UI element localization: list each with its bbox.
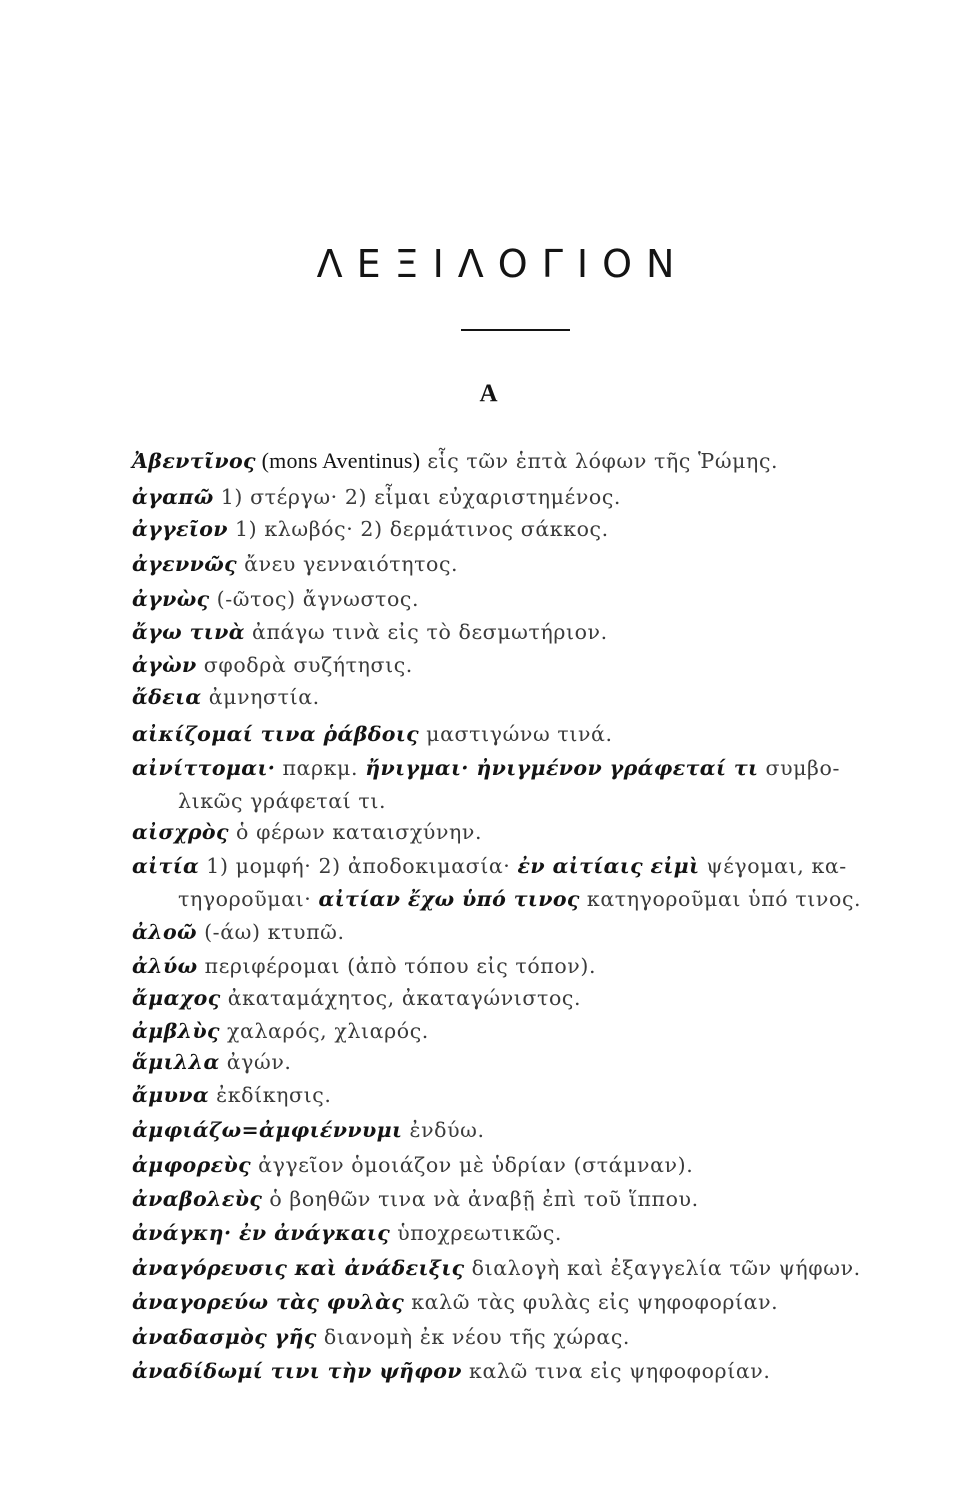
headword: ἄγω τινὰ xyxy=(132,620,245,644)
headword: ἀμβλὺς xyxy=(132,1019,220,1043)
definition: 1) μομφή· 2) ἀποδοκιμασία· xyxy=(199,854,518,878)
headword: ἀμφορεὺς xyxy=(132,1153,252,1177)
entry-continuation-line xyxy=(178,884,861,914)
definition: εἷς τῶν ἑπτὰ λόφων τῆς Ῥώμης. xyxy=(420,449,779,473)
definition: ἀγών. xyxy=(219,1050,292,1074)
glossary-entry xyxy=(132,1150,693,1180)
headword: ἀλοῶ xyxy=(132,920,197,944)
headword: ἀνάγκη· ἐν ἀνάγκαις xyxy=(132,1221,391,1245)
headword: ἀναγόρευσις καὶ ἀνάδειξις xyxy=(132,1256,465,1280)
latin-gloss: (mons Aventinus) xyxy=(255,448,421,473)
glossary-entry xyxy=(132,851,847,881)
definition: σφοδρὰ συζήτησις. xyxy=(196,653,413,677)
definition: συμβο- xyxy=(758,756,840,780)
glossary-entry xyxy=(132,584,419,614)
definition: ἐνδύω. xyxy=(402,1118,485,1142)
headword: ἀγαπῶ xyxy=(132,485,214,509)
glossary-entry xyxy=(132,549,458,579)
definition: ὁ βοηθῶν τινα νὰ ἀναβῇ ἐπὶ τοῦ ἵππου. xyxy=(262,1187,699,1211)
definition: περιφέρομαι (ἀπὸ τόπου εἰς τόπον). xyxy=(197,954,597,978)
glossary-entry xyxy=(132,682,320,712)
headword: ἀναδασμὸς γῆς xyxy=(132,1325,317,1349)
definition: κατηγοροῦμαι ὑπό τινος. xyxy=(579,887,862,911)
glossary-entry xyxy=(132,1115,485,1145)
headword: ἀναδίδωμί τινι τὴν ψῆφον xyxy=(132,1359,462,1383)
glossary-entry xyxy=(132,917,345,947)
definition: ὑποχρεωτικῶς. xyxy=(390,1221,563,1245)
definition: (-ῶτος) ἄγνωστος. xyxy=(209,587,420,611)
definition: χαλαρός, χλιαρός. xyxy=(219,1019,429,1043)
headword: ἄδεια xyxy=(132,685,202,709)
definition: ἐκδίκησις. xyxy=(209,1083,332,1107)
page-title: ΛΕΞΙΛΟΓΙΟΝ xyxy=(316,242,689,286)
definition: ἀγγεῖον ὁμοιάζον μὲ ὑδρίαν (στάμναν). xyxy=(251,1153,694,1177)
definition: καλῶ τὰς φυλὰς εἰς ψηφοφορίαν. xyxy=(404,1290,779,1314)
glossary-entry xyxy=(132,1080,331,1110)
glossary-entry xyxy=(132,719,613,749)
definition: τηγοροῦμαι· xyxy=(178,887,319,911)
headword: ἀγνὼς xyxy=(132,587,210,611)
glossary-entry xyxy=(132,1322,630,1352)
headword: αἰτία xyxy=(132,854,200,878)
headword: αἰσχρὸς xyxy=(132,820,229,844)
glossary-entry xyxy=(132,817,482,847)
definition: 1) κλωβός· 2) δερμάτινος σάκκος. xyxy=(227,517,609,541)
definition: λικῶς γράφεταί τι. xyxy=(178,789,387,813)
headword: ἐν αἰτίαις εἰμὶ xyxy=(517,854,700,878)
headword: ἀλύω xyxy=(132,954,198,978)
definition: ὁ φέρων καταισχύνην. xyxy=(228,820,483,844)
definition: ἀκαταμάχητος, ἀκαταγώνιστος. xyxy=(220,986,582,1010)
headword: ἀγὼν xyxy=(132,653,197,677)
definition: διαλογὴ καὶ ἐξαγγελία τῶν ψήφων. xyxy=(464,1256,861,1280)
glossary-entry xyxy=(132,1287,778,1317)
headword: ἀγεννῶς xyxy=(132,552,238,576)
glossary-entry xyxy=(132,1184,699,1214)
headword: αἰνίττομαι· xyxy=(132,756,276,780)
glossary-entry xyxy=(132,753,840,783)
headword: αἰτίαν ἔχω ὑπό τινος xyxy=(318,887,580,911)
glossary-entry xyxy=(132,1016,429,1046)
headword: ἀμφιάζω=ἀμφιέννυμι xyxy=(132,1118,403,1142)
definition: 1) στέργω· 2) εἶμαι εὐχαριστημένος. xyxy=(213,485,622,509)
headword: ἅμιλλα xyxy=(132,1050,220,1074)
glossary-entry xyxy=(132,446,778,476)
definition: ψέγομαι, κα- xyxy=(699,854,847,878)
headword: ἄμυνα xyxy=(132,1083,210,1107)
glossary-entry xyxy=(132,514,609,544)
definition: παρκμ. xyxy=(275,756,366,780)
definition: ἄνευ γενναιότητος. xyxy=(237,552,459,576)
glossary-entry xyxy=(132,617,608,647)
definition: διανομὴ ἐκ νέου τῆς χώρας. xyxy=(316,1325,631,1349)
glossary-entry xyxy=(132,1218,562,1248)
headword: ἀγγεῖον xyxy=(132,517,228,541)
headword: αἰκίζομαί τινα ῥάβδοις xyxy=(132,722,420,746)
headword: ἀναβολεὺς xyxy=(132,1187,263,1211)
definition: ἀπάγω τινὰ εἰς τὸ δεσμωτήριον. xyxy=(244,620,608,644)
headword: Ἀβεντῖνος xyxy=(132,449,256,473)
definition: καλῶ τινα εἰς ψηφοφορίαν. xyxy=(461,1359,771,1383)
definition: ἀμνηστία. xyxy=(201,685,320,709)
glossary-entry xyxy=(132,951,596,981)
headword: ἤνιγμαι· ἠνιγμένον γράφεταί τι xyxy=(365,756,759,780)
glossary-entry xyxy=(132,1356,770,1386)
definition: μαστιγώνω τινά. xyxy=(419,722,613,746)
section-letter: Α xyxy=(479,380,498,407)
glossary-entry xyxy=(132,650,413,680)
definition: (-άω) κτυπῶ. xyxy=(196,920,345,944)
glossary-entry xyxy=(132,983,581,1013)
glossary-entry xyxy=(132,482,621,512)
glossary-entry xyxy=(132,1047,292,1077)
glossary-entry xyxy=(132,1253,861,1283)
entry-continuation-line xyxy=(178,786,386,816)
headword: ἀναγορεύω τὰς φυλὰς xyxy=(132,1290,405,1314)
headword: ἄμαχος xyxy=(132,986,221,1010)
